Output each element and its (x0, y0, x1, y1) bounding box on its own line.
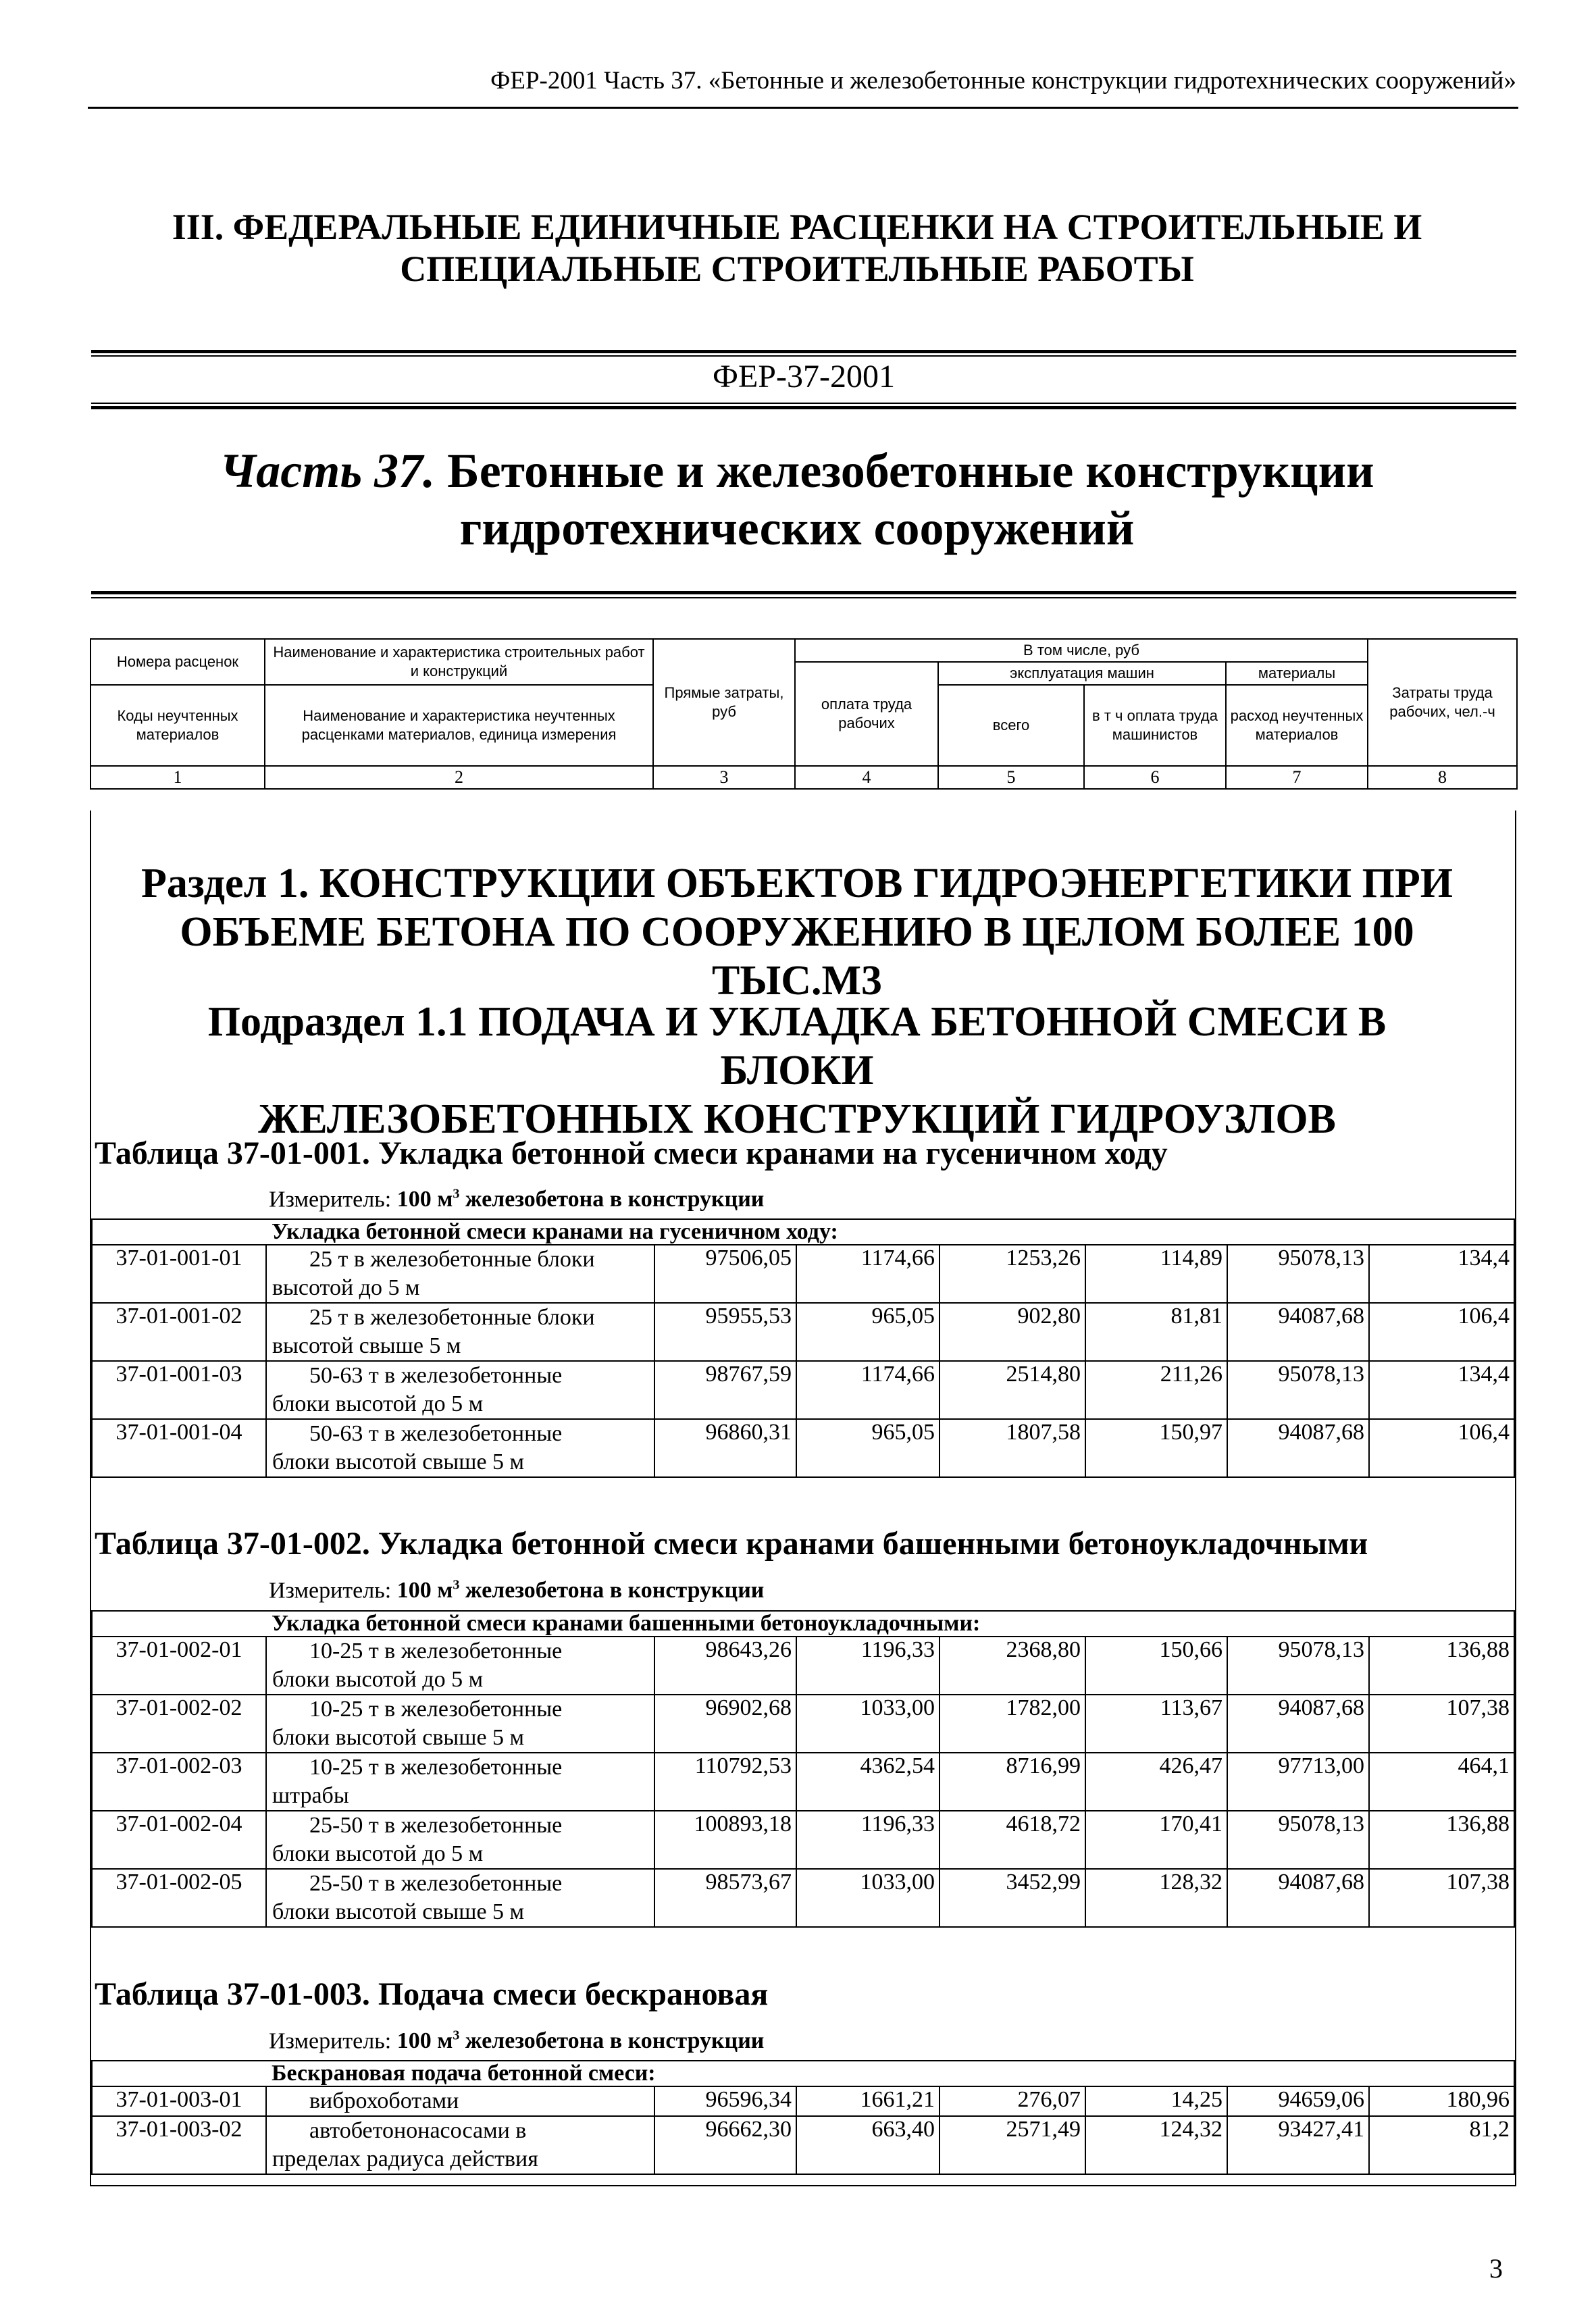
table-meter: Измеритель: 100 $м^3$ железобетона в конструкции (269, 1578, 765, 1603)
table-row: 37-01-003-02 автобетононасосами в пределах радиуса действия 96662,30 663,40 2571,49 124,32 93427,41 81,2 (92, 2116, 1514, 2174)
header-material-codes: Коды неучтенных материалов (91, 685, 265, 766)
table-title: Таблица 37-01-001. Укладка бетонной смеси кранами на гусеничном ходу (95, 1135, 1168, 1171)
part-title-line2: гидротехнических сооружений (459, 501, 1135, 555)
header-machines-labor: в т ч оплата труда машинистов (1084, 685, 1226, 766)
header-including: В том числе, руб (795, 639, 1368, 662)
header-materials: материалы (1226, 662, 1368, 685)
table-row: 37-01-001-01 25 т в железобетонные блоки высотой до 5 м 97506,05 1174,66 1253,26 114,89 95078,13 134,4 (92, 1245, 1514, 1303)
main-title (135, 206, 1459, 290)
rule-top-thin (91, 355, 1516, 357)
table-meter: Измеритель: 100 $м^3$ железобетона в конструкции (269, 1187, 765, 1212)
rates-table (91, 1610, 1515, 1928)
table-row: 37-01-002-03 10-25 т в железобетонные штрабы 110792,53 4362,54 8716,99 426,47 97713,00 464,1 (92, 1753, 1514, 1811)
rule-bottom-thin (91, 597, 1516, 598)
header-direct-costs: Прямые затраты, руб (653, 639, 795, 766)
column-numbers-row: 1 2 3 4 5 6 7 8 (91, 766, 1517, 789)
table-row: 37-01-002-02 10-25 т в железобетонные блоки высотой свыше 5 м 96902,68 1033,00 1782,00 113,67 94087,68 107,38 (92, 1695, 1514, 1753)
header-machines-total: всего (938, 685, 1084, 766)
rule-top-thick (91, 350, 1516, 353)
header-rule (88, 107, 1518, 109)
table-title: Таблица 37-01-003. Подача смеси бескрановая (95, 1976, 769, 2012)
column-header-table (90, 638, 1518, 790)
table-meter: Измеритель: 100 $м^3$ железобетона в конструкции (269, 2028, 765, 2054)
main-title-line1: III. ФЕДЕРАЛЬНЫЕ ЕДИНИЧНЫЕ РАСЦЕНКИ НА СТРОИТЕЛЬНЫЕ И (172, 207, 1422, 247)
part-title-line1: Бетонные и железобетонные конструкции (447, 444, 1374, 498)
header-work-name: Наименование и характеристика строительных работ и конструкций (265, 639, 653, 685)
table-row: 37-01-001-03 50-63 т в железобетонные блоки высотой до 5 м 98767,59 1174,66 2514,80 211,26 95078,13 134,4 (92, 1361, 1514, 1419)
group-row: Бескрановая подача бетонной смеси: (92, 2061, 1514, 2086)
part-label: Часть 37. (220, 444, 436, 498)
rule-mid-thin (91, 403, 1516, 404)
section-title: Раздел 1. КОНСТРУКЦИИ ОБЪЕКТОВ ГИДРОЭНЕРГЕТИКИ ПРИ ОБЪЕМЕ БЕТОНА ПО СООРУЖЕНИЮ В ЦЕЛОМ БОЛЕЕ 100 ТЫС.М3 (141, 860, 1453, 1004)
rule-mid-thick (91, 406, 1516, 409)
header-labor-pay: оплата труда рабочих (795, 662, 938, 766)
page-number: 3 (1489, 2253, 1503, 2284)
table-row: 37-01-001-02 25 т в железобетонные блоки высотой свыше 5 м 95955,53 965,05 902,80 81,81 94087,68 106,4 (92, 1303, 1514, 1361)
header-labor-hours: Затраты труда рабочих, чел.-ч (1368, 639, 1517, 766)
table-row: 37-01-002-04 25-50 т в железобетонные блоки высотой до 5 м 100893,18 1196,33 4618,72 170,41 95078,13 136,88 (92, 1811, 1514, 1869)
header-rate-numbers: Номера расценок (91, 639, 265, 685)
doc-code: ФЕР-37-2001 (713, 359, 895, 394)
main-title-line2: СПЕЦИАЛЬНЫЕ СТРОИТЕЛЬНЫЕ РАБОТЫ (400, 249, 1194, 289)
part-title (135, 442, 1459, 557)
table-row: 37-01-003-01 виброхоботами 96596,34 1661,21 276,07 14,25 94659,06 180,96 (92, 2086, 1514, 2116)
table-row: 37-01-002-01 10-25 т в железобетонные блоки высотой до 5 м 98643,26 1196,33 2368,80 150,66 95078,13 136,88 (92, 1637, 1514, 1695)
table-title: Таблица 37-01-002. Укладка бетонной смеси кранами башенными бетоноукладочными (95, 1526, 1368, 1562)
rule-bottom-thick (91, 591, 1516, 594)
running-header: ФЕР-2001 Часть 37. «Бетонные и железобетонные конструкции гидротехнических сооружений» (490, 67, 1516, 95)
group-row: Укладка бетонной смеси кранами башенными бетоноукладочными: (92, 1611, 1514, 1637)
header-machines: эксплуатация машин (938, 662, 1226, 685)
rates-table (91, 2060, 1515, 2175)
group-row: Укладка бетонной смеси кранами на гусеничном ходу: (92, 1219, 1514, 1245)
header-material-name: Наименование и характеристика неучтенных расценками материалов, единица измерения (265, 685, 653, 766)
header-materials-consumption: расход неучтенных материалов (1226, 685, 1368, 766)
subsection-title: Подраздел 1.1 ПОДАЧА И УКЛАДКА БЕТОННОЙ СМЕСИ В БЛОКИ ЖЕЛЕЗОБЕТОННЫХ КОНСТРУКЦИЙ ГИДРОУЗЛОВ (207, 999, 1387, 1142)
rates-table (91, 1218, 1515, 1478)
table-row: 37-01-001-04 50-63 т в железобетонные блоки высотой свыше 5 м 96860,31 965,05 1807,58 150,97 94087,68 106,4 (92, 1419, 1514, 1477)
table-row: 37-01-002-05 25-50 т в железобетонные блоки высотой свыше 5 м 98573,67 1033,00 3452,99 128,32 94087,68 107,38 (92, 1869, 1514, 1927)
